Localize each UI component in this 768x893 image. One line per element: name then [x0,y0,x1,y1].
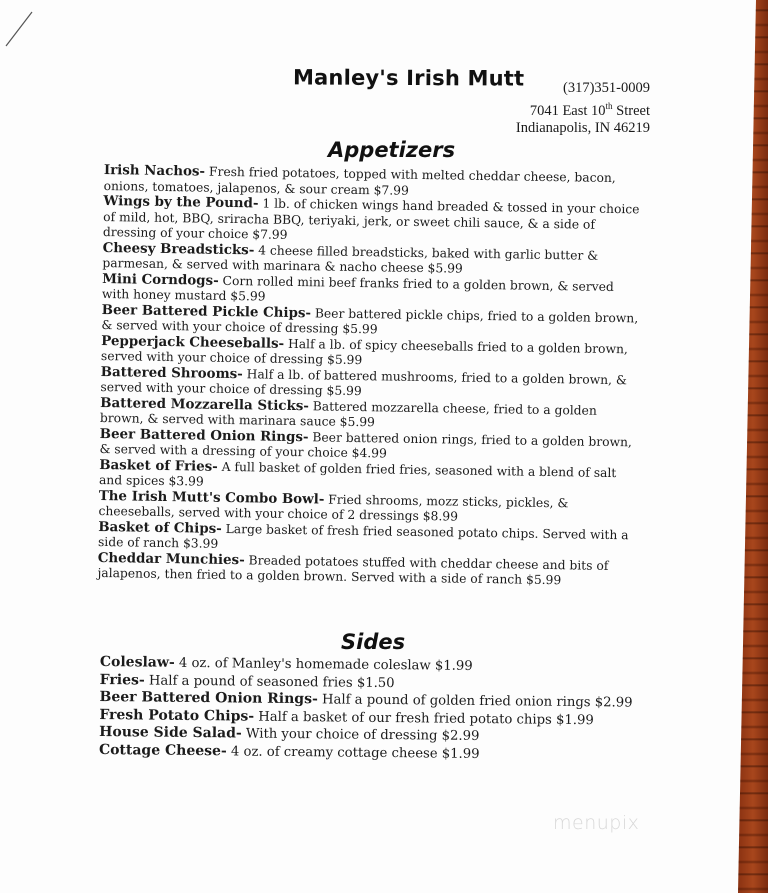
street-address: 7041 East 10th Street [529,100,650,119]
city-state-zip: Indianapolis, IN 46219 [515,119,650,136]
sides-heading: Sides [341,630,406,654]
side-item: Beer Battered Onion Rings- Half a pound of golden fried onion rings $2.99 [99,688,633,711]
menu-item: Cheesy Breadsticks- 4 cheese filled breadsticks, baked with garlic butter & parmesan, & served with marinara & nacho cheese $5.99 [102,239,599,276]
appetizers-heading: Appetizers [328,138,456,162]
contact-info [516,80,650,137]
menu-item: Cheddar Munchies- Breaded potatoes stuffed with cheddar cheese and bits of jalapenos, then fried to a golden brown. Served with a side of ranch $5.99 [97,549,609,588]
restaurant-name: Manley's Irish Mutt [292,65,525,91]
pen-mark-icon [4,8,34,48]
menupix-watermark: menupix [553,812,640,834]
side-item: House Side Salad- With your choice of dressing $2.99 [99,723,480,744]
menu-item: Mini Corndogs- Corn rolled mini beef franks fried to a golden brown, & served with honey mustard $5.99 [101,270,614,304]
side-item: Fries- Half a pound of seasoned fries $1.50 [99,671,395,691]
menu-item: The Irish Mutt's Combo Bowl- Fried shrooms, mozz sticks, pickles, & cheeseballs, served with your choice of 2 dressings $8.99 [98,487,569,524]
menu-item: Battered Shrooms- Half a lb. of battered mushrooms, fried to a golden brown, & served with your choice of dressing $5.99 [100,363,627,399]
menu-item: Beer Battered Onion Rings- Beer battered onion rings, fried to a golden brown, & served with a dressing of your choice $4.99 [99,425,633,461]
side-item: Fresh Potato Chips- Half a basket of our fresh fried potato chips $1.99 [99,706,594,728]
sides-list [99,654,660,765]
phone-number: (317)351-0009 [563,80,650,96]
menu-item: Wings by the Pound- 1 lb. of chicken wings hand breaded & tossed in your choice of mild, hot, BBQ, sriracha BBQ, teriyaki, jerk, or sweet chili sauce, & a side of dressing of your choice $7.99 [102,192,640,242]
side-item: Coleslaw- 4 oz. of Manley's homemade coleslaw $1.99 [99,654,473,674]
appetizers-list [97,163,644,590]
menu-item: Beer Battered Pickle Chips- Beer battered pickle chips, fried to a golden brown, & served with your choice of dressing $5.99 [101,301,639,337]
menu-item: Basket of Chips- Large basket of fresh fried seasoned potato chips. Served with a side of ranch $3.99 [97,518,629,551]
menu-item: Basket of Fries- A full basket of golden fried fries, seasoned with a blend of salt and spices $3.99 [98,456,617,489]
menu-item: Irish Nachos- Fresh fried potatoes, topped with melted cheddar cheese, bacon, onions, tomatoes, jalapenos, & sour cream $7.99 [103,162,616,198]
menu-item: Battered Mozzarella Sticks- Battered mozzarella cheese, fried to a golden brown, & served with marinara sauce $5.99 [99,394,597,430]
menu-item: Pepperjack Cheeseballs- Half a lb. of spicy cheeseballs fried to a golden brown, served with your choice of dressing $5.99 [100,332,629,368]
side-item: Cottage Cheese- 4 oz. of creamy cottage cheese $1.99 [98,741,480,762]
